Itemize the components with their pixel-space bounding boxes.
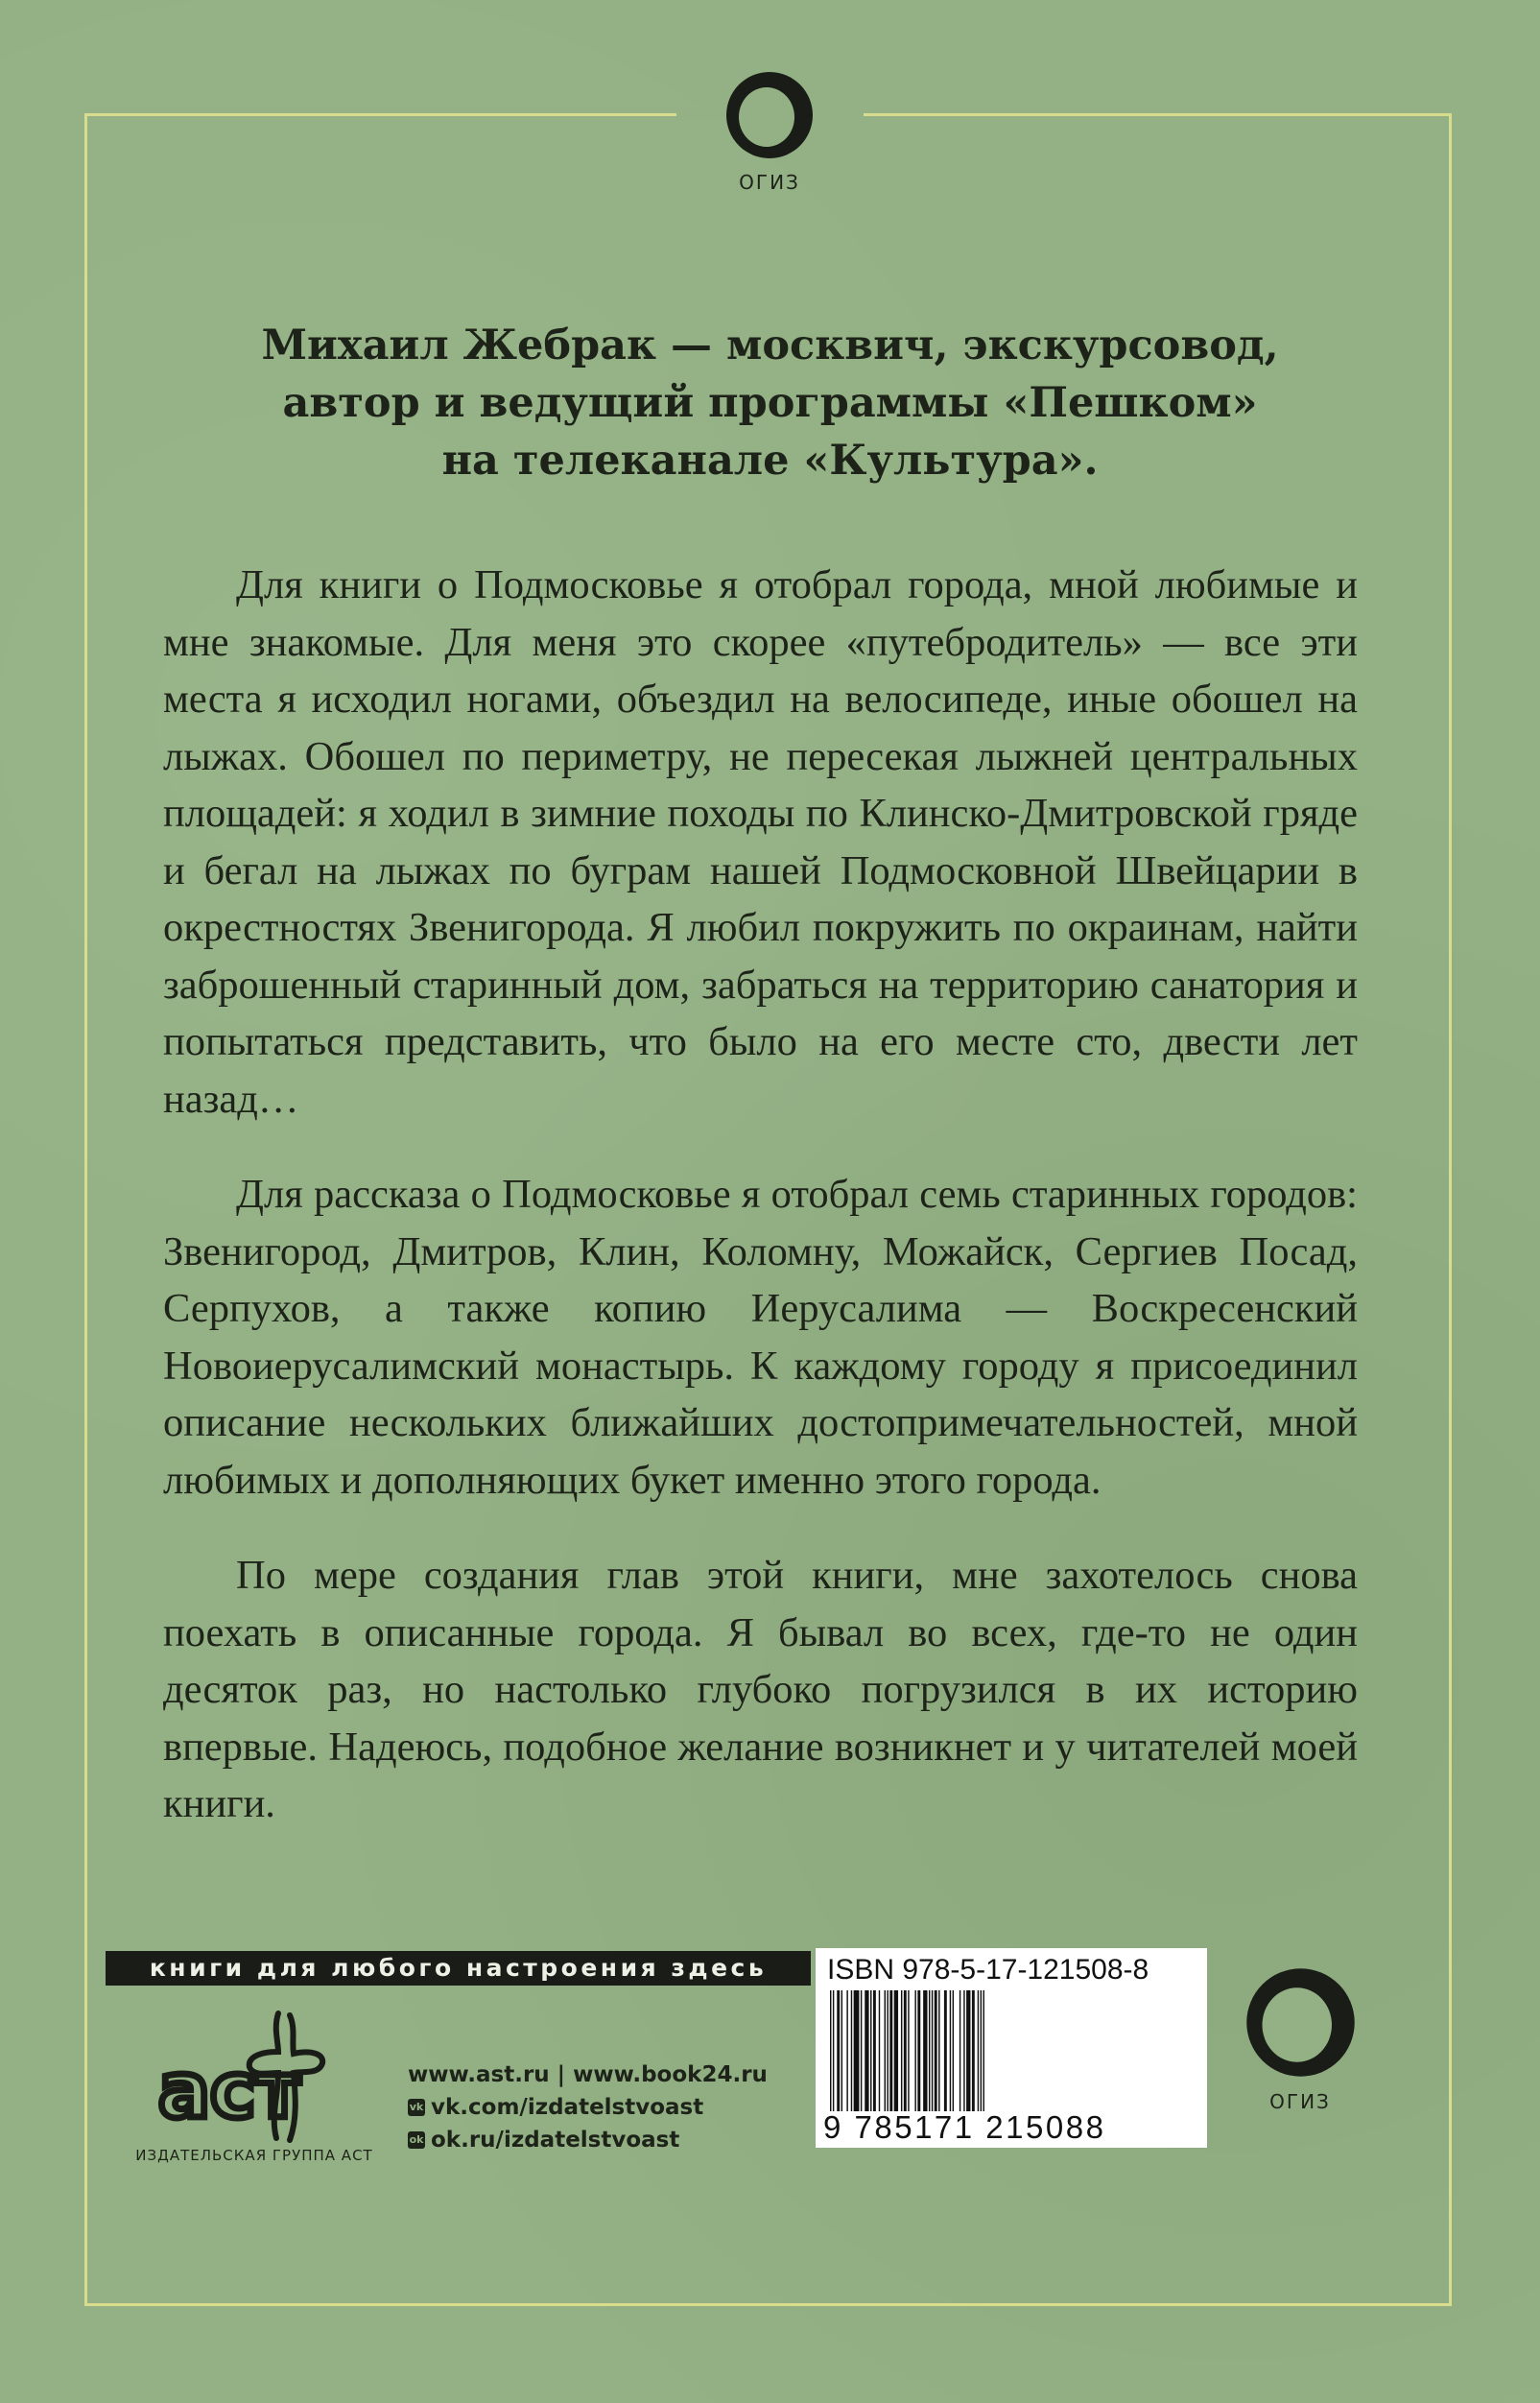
- barcode-bar: [904, 1990, 907, 2111]
- barcode-bar: [950, 1990, 951, 2111]
- ogiz-ring-icon: [722, 67, 817, 163]
- ogiz-label: ОГИЗ: [1269, 2090, 1331, 2113]
- barcode-bar: [870, 1990, 871, 2111]
- barcode-bar: [935, 1990, 937, 2111]
- author-line: Михаил Жебрак — москвич, экскурсовод,: [261, 321, 1279, 369]
- links-block: [408, 2058, 792, 2156]
- barcode-bar: [861, 1990, 862, 2111]
- ogiz-ring-icon: [1241, 1963, 1361, 2082]
- barcode-box: [816, 1948, 1207, 2148]
- ok-link[interactable]: [408, 2124, 792, 2156]
- barcode-bar: [932, 1990, 933, 2111]
- barcode-bar: [923, 1990, 927, 2111]
- barcode-bar: [983, 1990, 984, 2111]
- barcode-bar: [914, 1990, 915, 2111]
- ast-logo-text: аст: [158, 2046, 300, 2135]
- paragraph: По мере создания глав этой книги, мне захотелось снова поехать в описанные города. Я бывал во всех, где-то не один десяток раз, но настолько глубоко погрузился в их историю впервые. Надеюсь, подобное желание возникнет и у читателей моей книги.: [163, 1553, 1358, 1826]
- barcode-bar: [908, 1990, 909, 2111]
- barcode-bar: [981, 1990, 982, 2111]
- ogiz-logo-bottom: [1233, 1963, 1367, 2113]
- barcode-bar: [854, 1990, 860, 2111]
- barcode-bar: [889, 1990, 892, 2111]
- barcode-bar: [830, 1990, 831, 2111]
- barcode-bar: [841, 1990, 842, 2111]
- tagline-bar: книги для любого настроения здесь: [106, 1951, 811, 1986]
- isbn-label: ISBN 978-5-17-121508-8: [827, 1954, 1149, 1986]
- barcode-bar: [966, 1990, 970, 2111]
- barcode-bar: [972, 1990, 975, 2111]
- author-line: автор и ведущий программы «Пешком»: [282, 379, 1258, 427]
- barcode-bar: [978, 1990, 979, 2111]
- barcode-bar: [963, 1990, 964, 2111]
- barcode-bar: [879, 1990, 880, 2111]
- barcode-bar: [865, 1990, 868, 2111]
- barcode-bar: [953, 1990, 954, 2111]
- vk-text[interactable]: vk.com/izdatelstvoast: [431, 2095, 704, 2120]
- barcode-bar: [846, 1990, 847, 2111]
- barcode-bar: [885, 1990, 886, 2111]
- barcode-bar: [938, 1990, 939, 2111]
- ogiz-label: ОГИЗ: [739, 171, 800, 194]
- paragraph: Для рассказа о Подмосковье я отобрал семь старинных городов: Звенигород, Дмитров, Клин, Коломну, Можайск, Сергиев Посад, Серпухов, а также копию Иерусалима — Воскресенский Новоиерусалимский монастырь. К каждому городу я присоединил описание нескольких ближайших достопримечательностей, мной любимых и дополняющих букет именно этого города.: [163, 1172, 1358, 1503]
- barcode-bar: [851, 1990, 852, 2111]
- barcode-bar: [917, 1990, 920, 2111]
- barcode-bar: [929, 1990, 930, 2111]
- websites-text[interactable]: www.ast.ru | www.book24.ru: [408, 2062, 768, 2087]
- barcode-bars: [830, 1990, 1193, 2111]
- ok-text[interactable]: ok.ru/izdatelstvoast: [431, 2128, 680, 2153]
- barcode-digits: 9 785171 215088: [823, 2109, 1106, 2145]
- ok-icon: ok: [408, 2131, 425, 2149]
- vk-icon: vk: [408, 2099, 425, 2116]
- ast-caption: ИЗДАТЕЛЬСКАЯ ГРУППА АСТ: [135, 2147, 373, 2164]
- barcode-bar: [887, 1990, 888, 2111]
- barcode-bar: [944, 1990, 947, 2111]
- vk-link[interactable]: [408, 2091, 792, 2124]
- barcode-bar: [901, 1990, 902, 2111]
- author-block: [144, 317, 1396, 489]
- barcode-bar: [894, 1990, 898, 2111]
- barcode-bar: [833, 1990, 834, 2111]
- paragraph: Для книги о Подмосковье я отобрал города, мной любимые и мне знакомые. Для меня это скорее «путебродитель» — все эти места я исходил ногами, объездил на велосипеде, иные обошел на лыжах. Обошел по периметру, не пересекая лыжней центральных площадей: я ходил в зимние походы по Клинско-Дмитровской гряде и бегал на лыжах по буграм нашей Подмосковной Швейцарии в окрестностях Звенигорода. Я любил покружить по окраинам, найти заброшенный старинный дом, забраться на территорию санатория и попытаться представить, что было на его месте сто, двести лет назад…: [163, 562, 1358, 1122]
- barcode-bar: [837, 1990, 840, 2111]
- annotation-text: [163, 557, 1358, 1871]
- ogiz-logo-top: [722, 67, 817, 194]
- websites-link[interactable]: [408, 2058, 792, 2091]
- author-line: на телеканале «Культура».: [441, 437, 1099, 485]
- barcode-bar: [873, 1990, 876, 2111]
